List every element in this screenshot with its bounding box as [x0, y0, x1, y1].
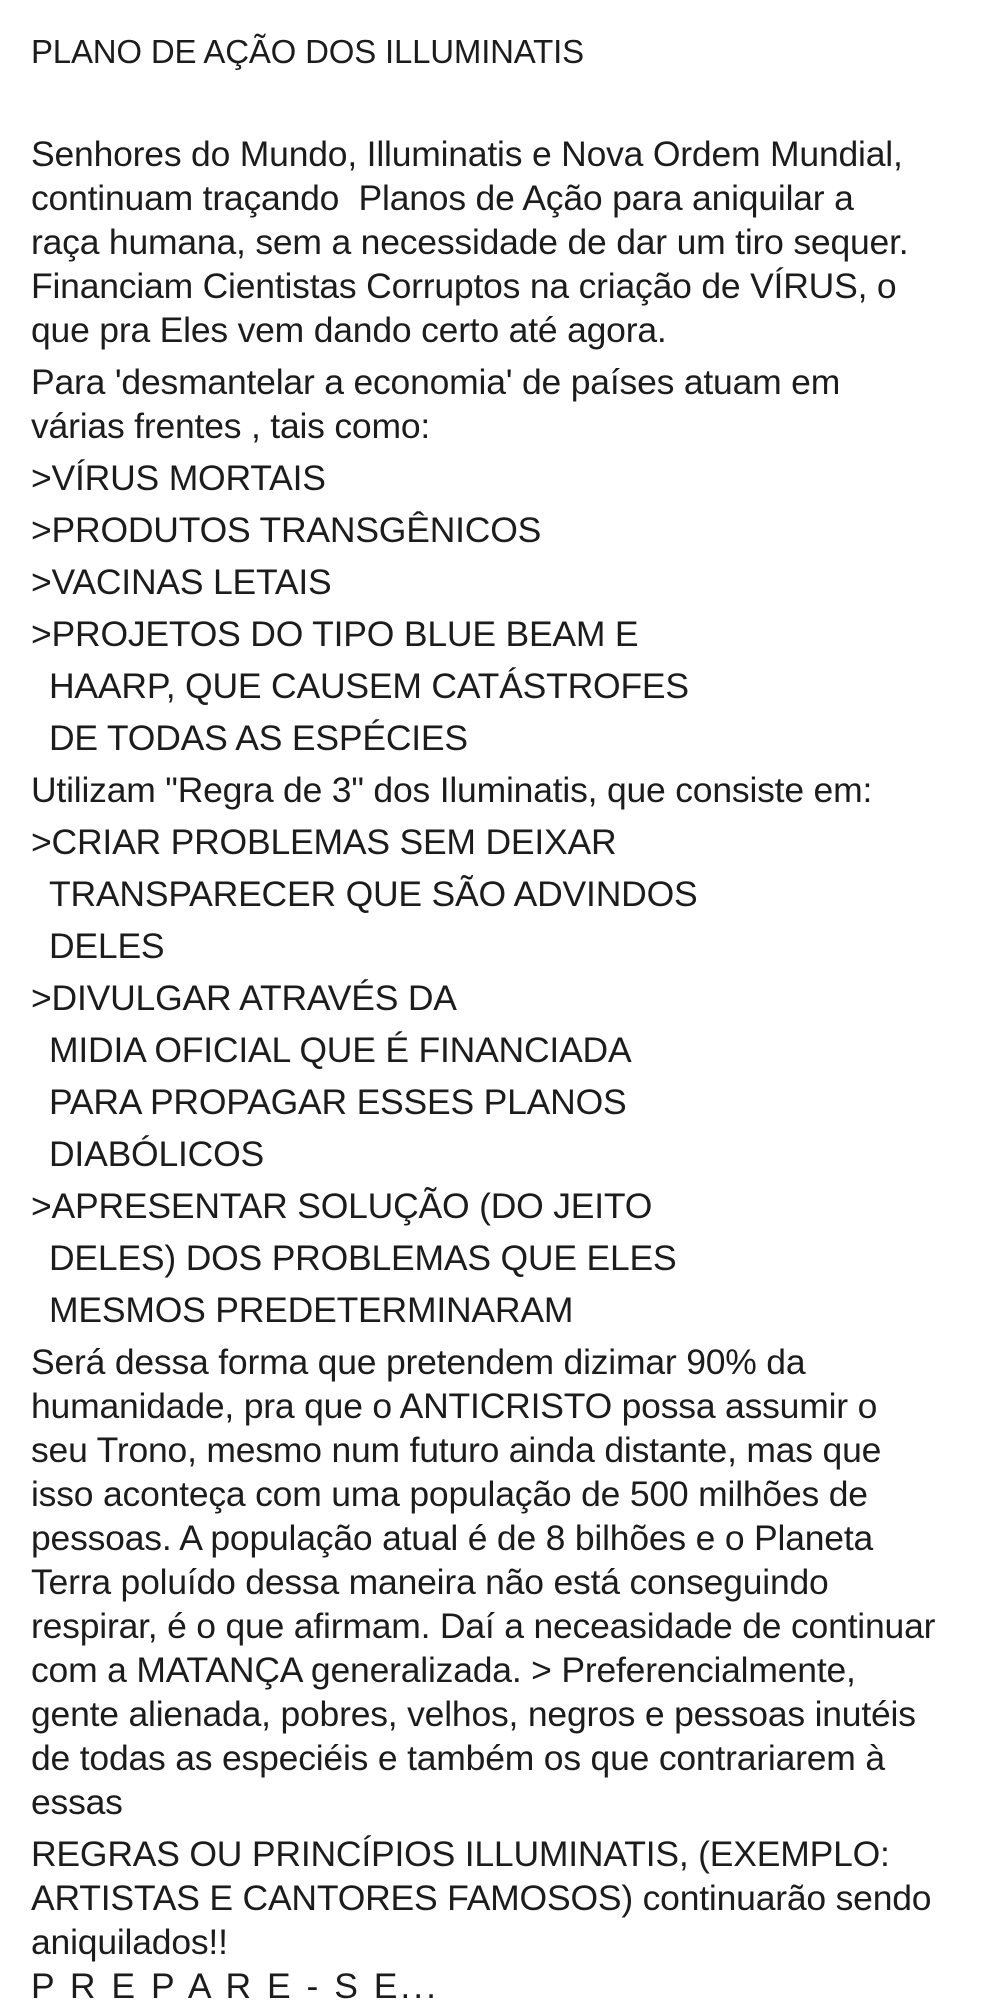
paragraph-line: raça humana, sem a necessidade de dar um tiro sequer.	[31, 222, 909, 262]
paragraph-line: essas	[31, 1782, 123, 1822]
paragraph-line: pessoas. A população atual é de 8 bilhões e o Planeta	[31, 1518, 874, 1558]
paragraph-line: gente alienada, pobres, velhos, negros e pessoas inutéis	[31, 1694, 916, 1734]
paragraph-line: várias frentes , tais como:	[31, 406, 431, 446]
paragraph-line: Para 'desmantelar a economia' de países atuam em	[31, 362, 841, 402]
list-item: >VACINAS LETAIS	[31, 562, 332, 602]
paragraph-line: humanidade, pra que o ANTICRISTO possa assumir o	[31, 1386, 878, 1426]
list-item-continuation: DELES	[49, 926, 165, 966]
paragraph-line: seu Trono, mesmo num futuro ainda distante, mas que	[31, 1430, 882, 1470]
page-title: PLANO DE AÇÃO DOS ILLUMINATIS	[31, 33, 584, 70]
list-item-continuation: DIABÓLICOS	[49, 1134, 265, 1174]
list-item-continuation: HAARP, QUE CAUSEM CATÁSTROFES	[49, 666, 689, 706]
paragraph-line: Utilizam "Regra de 3" dos Iluminatis, que consiste em:	[31, 770, 873, 810]
list-item: >CRIAR PROBLEMAS SEM DEIXAR	[31, 822, 617, 862]
list-item: >DIVULGAR ATRAVÉS DA	[31, 978, 457, 1018]
paragraph-line: Será dessa forma que pretendem dizimar 90% da	[31, 1342, 806, 1382]
list-item-continuation: MIDIA OFICIAL QUE É FINANCIADA	[49, 1030, 632, 1070]
list-item: >PROJETOS DO TIPO BLUE BEAM E	[31, 614, 639, 654]
list-item-continuation: DELES) DOS PROBLEMAS QUE ELES	[49, 1238, 677, 1278]
paragraph-line: continuam traçando Planos de Ação para aniquilar a	[31, 178, 854, 218]
list-item-continuation: DE TODAS AS ESPÉCIES	[49, 718, 468, 758]
closing-line: P R E P A R E - S E...	[31, 1966, 439, 2006]
list-item: >PRODUTOS TRANSGÊNICOS	[31, 510, 542, 550]
list-item-continuation: PARA PROPAGAR ESSES PLANOS	[49, 1082, 627, 1122]
list-item-continuation: MESMOS PREDETERMINARAM	[49, 1290, 574, 1330]
paragraph-line: de todas as especiéis e também os que contrariarem à	[31, 1738, 885, 1778]
list-item: >VÍRUS MORTAIS	[31, 458, 326, 498]
paragraph-line: Senhores do Mundo, Illuminatis e Nova Ordem Mundial,	[31, 134, 903, 174]
paragraph-line: Terra poluído dessa maneira não está conseguindo	[31, 1562, 829, 1602]
paragraph-line: isso aconteça com uma população de 500 milhões de	[31, 1474, 868, 1514]
paragraph-line: respirar, é o que afirmam. Daí a neceasidade de continuar	[31, 1606, 936, 1646]
paragraph-line: com a MATANÇA generalizada. > Preferencialmente,	[31, 1650, 856, 1690]
paragraph-line: que pra Eles vem dando certo até agora.	[31, 310, 667, 350]
list-item-continuation: TRANSPARECER QUE SÃO ADVINDOS	[49, 874, 698, 914]
paragraph-line: ARTISTAS E CANTORES FAMOSOS) continuarão sendo	[31, 1878, 932, 1918]
paragraph-line: aniquilados!!	[31, 1922, 228, 1962]
paragraph-line: REGRAS OU PRINCÍPIOS ILLUMINATIS, (EXEMPLO:	[31, 1834, 890, 1874]
paragraph-line: Financiam Cientistas Corruptos na criação de VÍRUS, o	[31, 266, 897, 306]
list-item: >APRESENTAR SOLUÇÃO (DO JEITO	[31, 1186, 653, 1226]
